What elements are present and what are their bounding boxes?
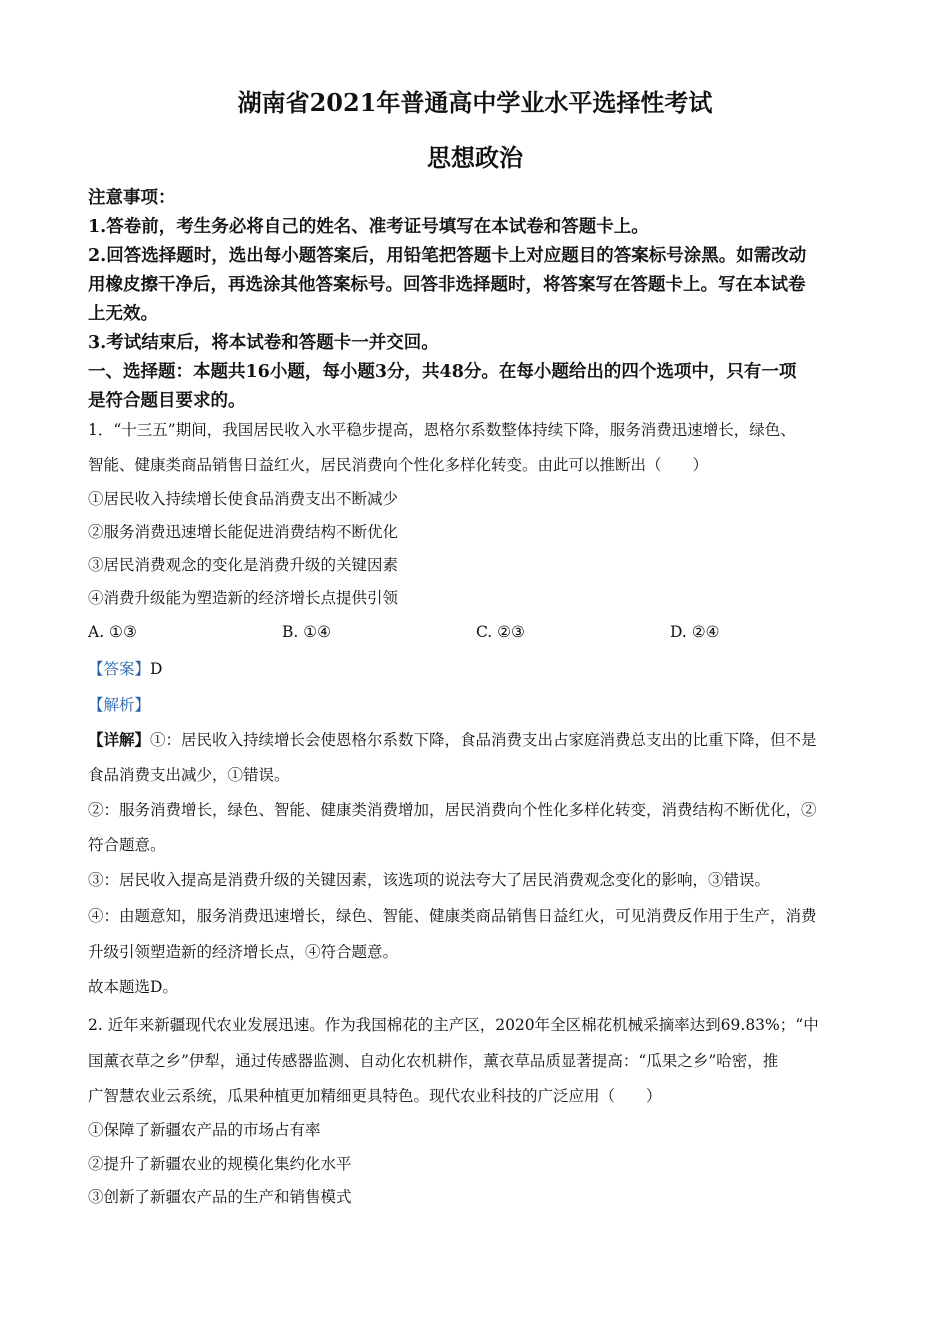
section-heading: 一、选择题：本题共16小题，每小题3分，共48分。在每小题给出的四个选项中，只有一项 [88, 362, 797, 382]
explanation-line: 符合题意。 [88, 836, 166, 854]
q1-answer [88, 658, 162, 680]
q1-option-c: C. ②③ [476, 623, 525, 641]
q2-item: ③创新了新疆农产品的生产和销售模式 [88, 1188, 352, 1206]
section-heading: 是符合题目要求的。 [88, 391, 246, 411]
q2-item: ②提升了新疆农业的规模化集约化水平 [88, 1155, 352, 1173]
notice-line: 3.考试结束后，将本试卷和答题卡一并交回。 [88, 333, 439, 353]
q1-item: ①居民收入持续增长使食品消费支出不断减少 [88, 490, 399, 508]
q1-item: ④消费升级能为塑造新的经济增长点提供引领 [88, 589, 399, 607]
q1-stem: 智能、健康类商品销售日益红火，居民消费向个性化多样化转变。由此可以推断出（ ） [88, 456, 709, 474]
explanation-line: ①：居民收入持续增长会使恩格尔系数下降，食品消费支出占家庭消费总支出的比重下降，但不是 [150, 731, 817, 749]
analysis-tag: 【解析】 [88, 696, 151, 714]
q2-stem: 国薰衣草之乡”伊犁，通过传感器监测、自动化农机耕作，薰衣草品质显著提高：“瓜果之乡”哈密，推 [88, 1052, 779, 1070]
notice-line: 1.答卷前，考生务必将自己的姓名、准考证号填写在本试卷和答题卡上。 [88, 217, 649, 237]
q1-option-a: A. ①③ [88, 623, 137, 641]
q1-option-d: D. ②④ [670, 623, 720, 641]
q1-item: ③居民消费观念的变化是消费升级的关键因素 [88, 556, 399, 574]
notice-line: 用橡皮擦干净后，再选涂其他答案标号。回答非选择题时，将答案写在答题卡上。写在本试卷 [88, 275, 806, 295]
explanation-line: ④：由题意知，服务消费迅速增长，绿色、智能、健康类商品销售日益红火，可见消费反作用于生产，消费 [88, 907, 817, 925]
explanation-line: ③：居民收入提高是消费升级的关键因素，该选项的说法夸大了居民消费观念变化的影响，③错误。 [88, 871, 771, 889]
q1-stem: 1．“十三五”期间，我国居民收入水平稳步提高，恩格尔系数整体持续下降，服务消费迅速增长，绿色、 [88, 421, 796, 439]
q1-option-b: B. ①④ [282, 623, 332, 641]
notice-line: 2.回答选择题时，选出每小题答案后，用铅笔把答题卡上对应题目的答案标号涂黑。如需改动 [88, 246, 807, 266]
notice-line: 上无效。 [88, 304, 158, 324]
q2-item: ①保障了新疆农产品的市场占有率 [88, 1121, 321, 1139]
explanation-line: 故本题选D。 [88, 978, 178, 996]
exam-title: 湖南省2021年普通高中学业水平选择性考试 [237, 88, 713, 117]
answer-value: D [150, 660, 163, 678]
q1-item: ②服务消费迅速增长能促进消费结构不断优化 [88, 523, 399, 541]
q2-stem: 广智慧农业云系统，瓜果种植更加精细更具特色。现代农业科技的广泛应用（ ） [88, 1087, 662, 1105]
q1-detail [88, 729, 817, 751]
q2-stem: 2. 近年来新疆现代农业发展迅速。作为我国棉花的主产区，2020年全区棉花机械采摘率达到69.83%；“中 [88, 1016, 819, 1034]
explanation-line: 食品消费支出减少，①错误。 [88, 766, 290, 784]
detail-tag: 【详解】 [88, 730, 151, 749]
notice-heading: 注意事项： [88, 188, 176, 208]
explanation-line: 升级引领塑造新的经济增长点，④符合题意。 [88, 943, 399, 961]
exam-subject: 思想政治 [427, 143, 523, 172]
q1-analysis [88, 694, 150, 716]
answer-tag: 【答案】 [88, 660, 151, 678]
explanation-line: ②：服务消费增长，绿色、智能、健康类消费增加，居民消费向个性化多样化转变，消费结构不断优化，② [88, 801, 817, 819]
